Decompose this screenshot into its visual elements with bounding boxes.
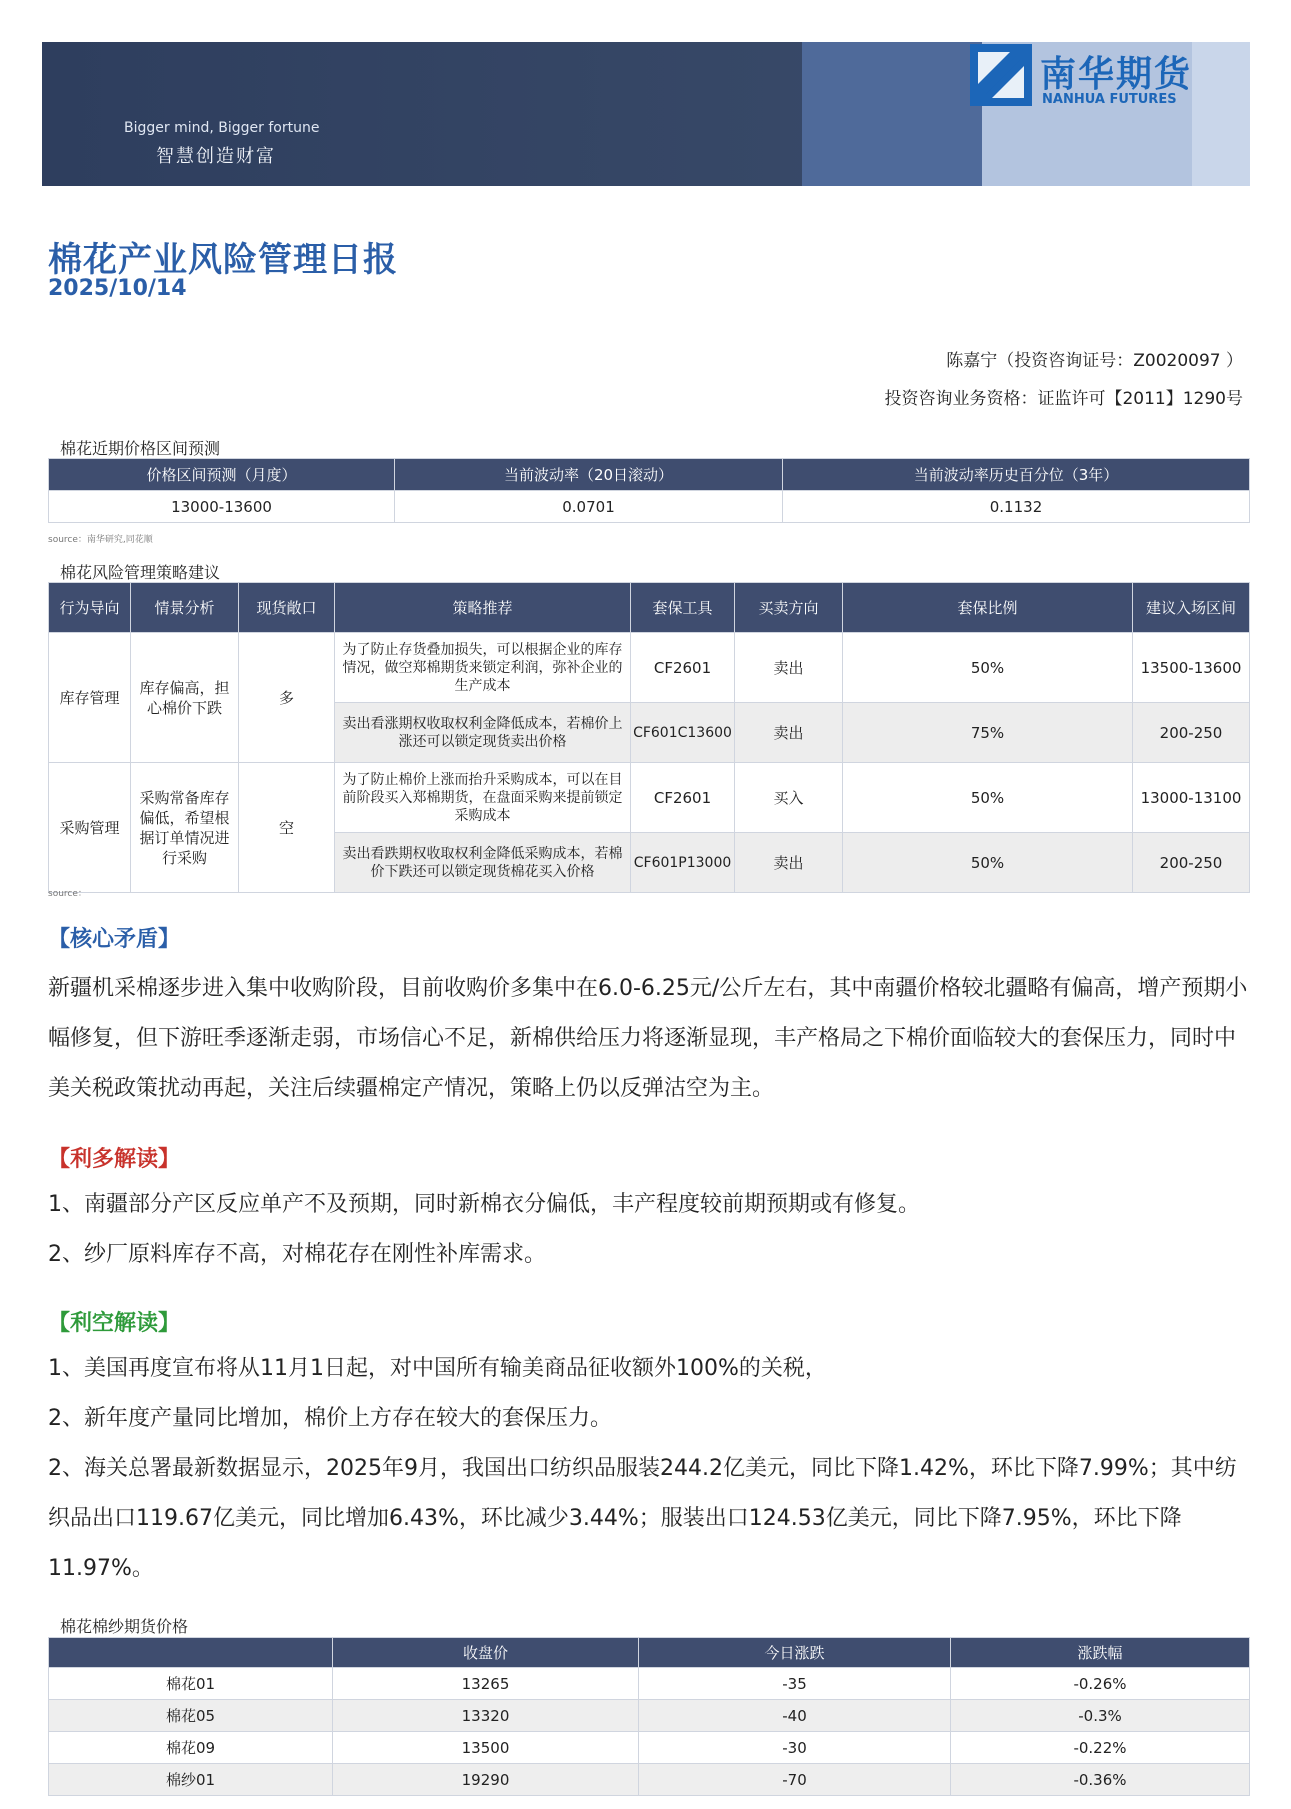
bearish-heading: 【利空解读】: [48, 1311, 181, 1336]
table-header: 当前波动率（20日滚动）: [395, 459, 783, 491]
logo-text-english: NANHUA FUTURES: [1042, 92, 1177, 107]
table-cell: 0.0701: [395, 491, 783, 523]
table-cell: 买入: [735, 763, 843, 833]
table-cell: 13265: [333, 1668, 639, 1700]
futures-table: [48, 1637, 1250, 1796]
table-header: 收盘价: [333, 1638, 639, 1668]
source-note: source：: [48, 889, 87, 899]
table-cell: 棉纱01: [49, 1764, 333, 1796]
table-cell: -0.3%: [951, 1700, 1250, 1732]
table-cell: 棉花09: [49, 1732, 333, 1764]
table-cell: 空: [239, 763, 335, 893]
price-range-label: 棉花近期价格区间预测: [60, 439, 221, 458]
table-cell: 13500: [333, 1732, 639, 1764]
table-cell: -35: [639, 1668, 951, 1700]
table-cell: 200-250: [1133, 703, 1250, 763]
table-header: 行为导向: [49, 583, 131, 633]
table-cell: -0.22%: [951, 1732, 1250, 1764]
table-cell: 卖出看涨期权收取权利金降低成本，若棉价上涨还可以锁定现货卖出价格: [335, 703, 631, 763]
table-row: [49, 1764, 1250, 1796]
table-header: 套保工具: [631, 583, 735, 633]
table-header: 涨跌幅: [951, 1638, 1250, 1668]
table-cell: 50%: [843, 763, 1133, 833]
slogan-chinese: 智慧创造财富: [156, 146, 276, 167]
slogan-english: Bigger mind, Bigger fortune: [124, 120, 320, 136]
table-header: [49, 1638, 333, 1668]
logo-text-chinese: 南华期货: [1040, 54, 1193, 95]
report-date: 2025/10/14: [48, 276, 187, 301]
table-cell: 0.1132: [783, 491, 1250, 523]
table-cell: 库存偏高，担心棉价下跌: [131, 633, 239, 763]
report-title: 棉花产业风险管理日报: [48, 240, 398, 280]
nanhua-logo-icon: [970, 44, 1032, 106]
table-header: 建议入场区间: [1133, 583, 1250, 633]
source-note: source：南华研究,同花顺: [48, 535, 153, 545]
table-cell: 50%: [843, 833, 1133, 893]
table-cell: 卖出看跌期权收取权利金降低采购成本，若棉价下跌还可以锁定现货棉花买入价格: [335, 833, 631, 893]
core-paragraph: 新疆机采棉逐步进入集中收购阶段，目前收购价多集中在6.0-6.25元/公斤左右，其中南疆价格较北疆略有偏高，增产预期小幅修复，但下游旺季逐渐走弱，市场信心不足，新棉供给压力将逐渐显现，丰产格局之下棉价面临较大的套保压力，同时中美关税政策扰动再起，关注后续疆棉定产情况，策略上仍以反弹沽空为主。: [48, 976, 1248, 1101]
table-cell: 采购管理: [49, 763, 131, 893]
price-range-table: [48, 458, 1250, 523]
table-cell: 50%: [843, 633, 1133, 703]
banner-panel-edge: [1192, 42, 1250, 186]
bullish-item: 2、纱厂原料库存不高，对棉花存在刚性补库需求。: [48, 1242, 546, 1267]
table-cell: 棉花01: [49, 1668, 333, 1700]
table-cell: 棉花05: [49, 1700, 333, 1732]
table-cell: 19290: [333, 1764, 639, 1796]
table-cell: 200-250: [1133, 833, 1250, 893]
table-cell: CF2601: [631, 633, 735, 703]
table-header: 买卖方向: [735, 583, 843, 633]
strategy-table: [48, 582, 1250, 893]
table-cell: CF601C13600: [631, 703, 735, 763]
bullish-item: 1、南疆部分产区反应单产不及预期，同时新棉衣分偏低，丰产程度较前期预期或有修复。: [48, 1192, 921, 1217]
table-cell: 13320: [333, 1700, 639, 1732]
table-cell: 为了防止棉价上涨而抬升采购成本，可以在目前阶段买入郑棉期货，在盘面采购来提前锁定采购成本: [335, 763, 631, 833]
bullish-heading: 【利多解读】: [48, 1147, 181, 1172]
table-cell: CF2601: [631, 763, 735, 833]
table-cell: 13000-13100: [1133, 763, 1250, 833]
table-cell: 卖出: [735, 833, 843, 893]
table-row: [49, 763, 1250, 833]
table-cell: -0.26%: [951, 1668, 1250, 1700]
bearish-item: 1、美国再度宣布将从11月1日起，对中国所有输美商品征收额外100%的关税，: [48, 1356, 827, 1381]
table-row: [49, 633, 1250, 703]
table-cell: 采购常备库存偏低，希望根据订单情况进行采购: [131, 763, 239, 893]
table-cell: 75%: [843, 703, 1133, 763]
table-header: 当前波动率历史百分位（3年）: [783, 459, 1250, 491]
table-row: [49, 1668, 1250, 1700]
table-header: 策略推荐: [335, 583, 631, 633]
table-header: 套保比例: [843, 583, 1133, 633]
license-line: 投资咨询业务资格：证监许可【2011】1290号: [884, 389, 1243, 409]
table-header: 今日涨跌: [639, 1638, 951, 1668]
futures-label: 棉花棉纱期货价格: [60, 1617, 189, 1636]
table-cell: -0.36%: [951, 1764, 1250, 1796]
core-heading: 【核心矛盾】: [48, 927, 181, 952]
table-cell: -70: [639, 1764, 951, 1796]
table-header: 价格区间预测（月度）: [49, 459, 395, 491]
table-header: 情景分析: [131, 583, 239, 633]
table-cell: 卖出: [735, 633, 843, 703]
table-cell: -40: [639, 1700, 951, 1732]
table-cell: 库存管理: [49, 633, 131, 763]
table-cell: 13000-13600: [49, 491, 395, 523]
table-cell: 多: [239, 633, 335, 763]
table-row: [49, 1732, 1250, 1764]
table-row: [49, 1700, 1250, 1732]
table-header: 现货敞口: [239, 583, 335, 633]
table-cell: 卖出: [735, 703, 843, 763]
table-cell: CF601P13000: [631, 833, 735, 893]
strategy-label: 棉花风险管理策略建议: [60, 563, 221, 582]
bearish-item: 2、海关总署最新数据显示，2025年9月，我国出口纺织品服装244.2亿美元，同比下降1.42%，环比下降7.99%；其中纺织品出口119.67亿美元，同比增加6.43%，环比减少3.44%；服装出口124.53亿美元，同比下降7.95%，环比下降11.97%。: [48, 1456, 1237, 1581]
table-cell: -30: [639, 1732, 951, 1764]
table-cell: 13500-13600: [1133, 633, 1250, 703]
table-cell: 为了防止存货叠加损失，可以根据企业的库存情况，做空郑棉期货来锁定利润，弥补企业的生产成本: [335, 633, 631, 703]
author-line: 陈嘉宁（投资咨询证号：Z0020097 ）: [946, 351, 1243, 371]
bearish-item: 2、新年度产量同比增加，棉价上方存在较大的套保压力。: [48, 1406, 612, 1431]
